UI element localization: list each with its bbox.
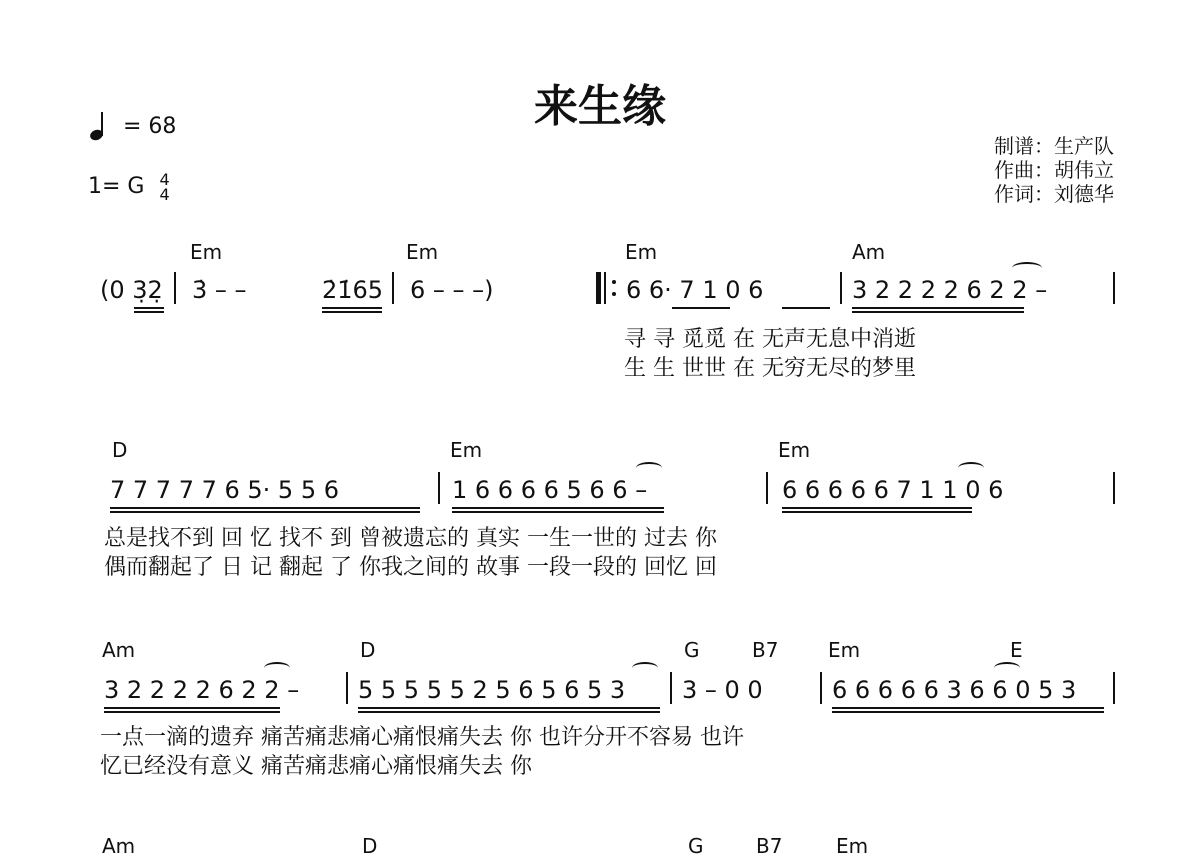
beam-underline: [782, 307, 830, 309]
chord-label: Em: [406, 240, 439, 264]
chord-label: Em: [836, 834, 869, 858]
beam-underline: [322, 311, 382, 313]
lyric-line: 一点一滴的遗弃 痛苦痛悲痛心痛恨痛失去 你 也许分开不容易 也许: [100, 725, 744, 750]
key-signature: [88, 172, 170, 202]
time-sig-bottom: 4: [159, 185, 170, 204]
beam-underline: [852, 307, 1024, 309]
beam-underline: [832, 711, 1104, 713]
notation-measure: 1 6 6 6 6 5 6 6 –: [452, 476, 648, 504]
chord-label: D: [360, 638, 376, 662]
chord-label: Am: [102, 638, 136, 662]
beam-underline: [110, 507, 420, 509]
chord-label: Em: [190, 240, 223, 264]
credits: [994, 134, 1114, 206]
beam-underline: [358, 711, 660, 713]
barline: [1113, 272, 1115, 304]
chord-label: Am: [852, 240, 886, 264]
notation-measure: 3 2 2 2 2 6 2 2 –: [852, 276, 1048, 304]
beam-underline: [832, 707, 1104, 709]
barline: [438, 472, 440, 504]
chord-label: E: [1010, 638, 1023, 662]
notation-measure: 6 – – –): [410, 276, 494, 304]
tie-arc: [994, 662, 1020, 674]
barline: [820, 672, 822, 704]
barline: [766, 472, 768, 504]
repeat-start-bar: [596, 272, 601, 304]
chord-label: B7: [752, 638, 779, 662]
lyric-line: 寻 寻 觅觅 在 无声无息中消逝: [624, 327, 916, 352]
beam-underline: [782, 511, 972, 513]
tempo-marking: [88, 112, 176, 142]
tie-arc: [632, 662, 658, 674]
lyric-line: 忆已经没有意义 痛苦痛悲痛心痛恨痛失去 你: [100, 754, 532, 779]
chord-label: Em: [778, 438, 811, 462]
notation-measure: 6 6 6 6 6 7 1 1 0 6: [782, 476, 1004, 504]
notation-measure: 6 6· 7 1 0 6: [626, 276, 764, 304]
beam-underline: [104, 707, 280, 709]
chord-label: D: [112, 438, 128, 462]
quarter-note-icon: [88, 112, 106, 142]
barline: [604, 272, 606, 304]
key-label: 1= G: [88, 174, 145, 199]
lyric-line: 偶而翻起了 日 记 翻起 了 你我之间的 故事 一段一段的 回忆 回: [104, 555, 717, 580]
notation-measure: 3̇ – –: [192, 276, 247, 304]
notation-measure: (0 3̣2̣: [100, 276, 163, 304]
barline: [1113, 472, 1115, 504]
lyric-line: 总是找不到 回 忆 找不 到 曾被遗忘的 真实 一生一世的 过去 你: [104, 526, 717, 551]
time-signature: [159, 172, 169, 202]
page-title: 来生缘: [534, 81, 666, 132]
barline: [1113, 672, 1115, 704]
beam-underline: [322, 307, 382, 309]
chord-label: Em: [625, 240, 658, 264]
barline: [840, 272, 842, 304]
beam-underline: [134, 311, 164, 313]
lyric-line: 生 生 世世 在 无穷无尽的梦里: [624, 356, 916, 381]
tie-arc: [264, 662, 290, 674]
notation-measure: 5 5 5 5 5 2 5 6 5 6 5 3: [358, 676, 626, 704]
notation-measure: 3 – 0 0: [682, 676, 763, 704]
notation-measure: 7 7 7 7 7 6 5· 5 5 6: [110, 476, 339, 504]
repeat-dot: [612, 280, 616, 284]
time-sig-top: 4: [159, 170, 170, 189]
chord-label: Am: [102, 834, 136, 858]
chord-label: Em: [828, 638, 861, 662]
beam-underline: [358, 707, 660, 709]
tie-arc: [958, 462, 984, 474]
barline: [346, 672, 348, 704]
beam-underline: [104, 711, 280, 713]
notation-measure: 6 6 6 6 6 3 6 6 0 5 3: [832, 676, 1077, 704]
chord-label: D: [362, 834, 378, 858]
repeat-dot: [612, 292, 616, 296]
beam-underline: [852, 311, 1024, 313]
beam-underline: [672, 307, 730, 309]
beam-underline: [110, 511, 420, 513]
tie-arc: [1012, 262, 1042, 274]
credit-composer: 作曲：胡伟立: [994, 158, 1114, 182]
chord-label: G: [688, 834, 704, 858]
barline: [174, 272, 176, 304]
credit-lyricist: 作词：刘德华: [994, 182, 1114, 206]
tie-arc: [636, 462, 662, 474]
tempo-value: = 68: [123, 114, 177, 139]
beam-underline: [452, 507, 664, 509]
barline: [392, 272, 394, 304]
chord-label: B7: [756, 834, 783, 858]
credit-arranger: 制谱：生产队: [994, 134, 1114, 158]
chord-label: Em: [450, 438, 483, 462]
beam-underline: [452, 511, 664, 513]
chord-label: G: [684, 638, 700, 662]
barline: [670, 672, 672, 704]
notation-measure: 3 2 2 2 2 6 2 2 –: [104, 676, 300, 704]
beam-underline: [134, 307, 164, 309]
beam-underline: [782, 507, 972, 509]
notation-measure: 2̇1̇65: [322, 276, 384, 304]
